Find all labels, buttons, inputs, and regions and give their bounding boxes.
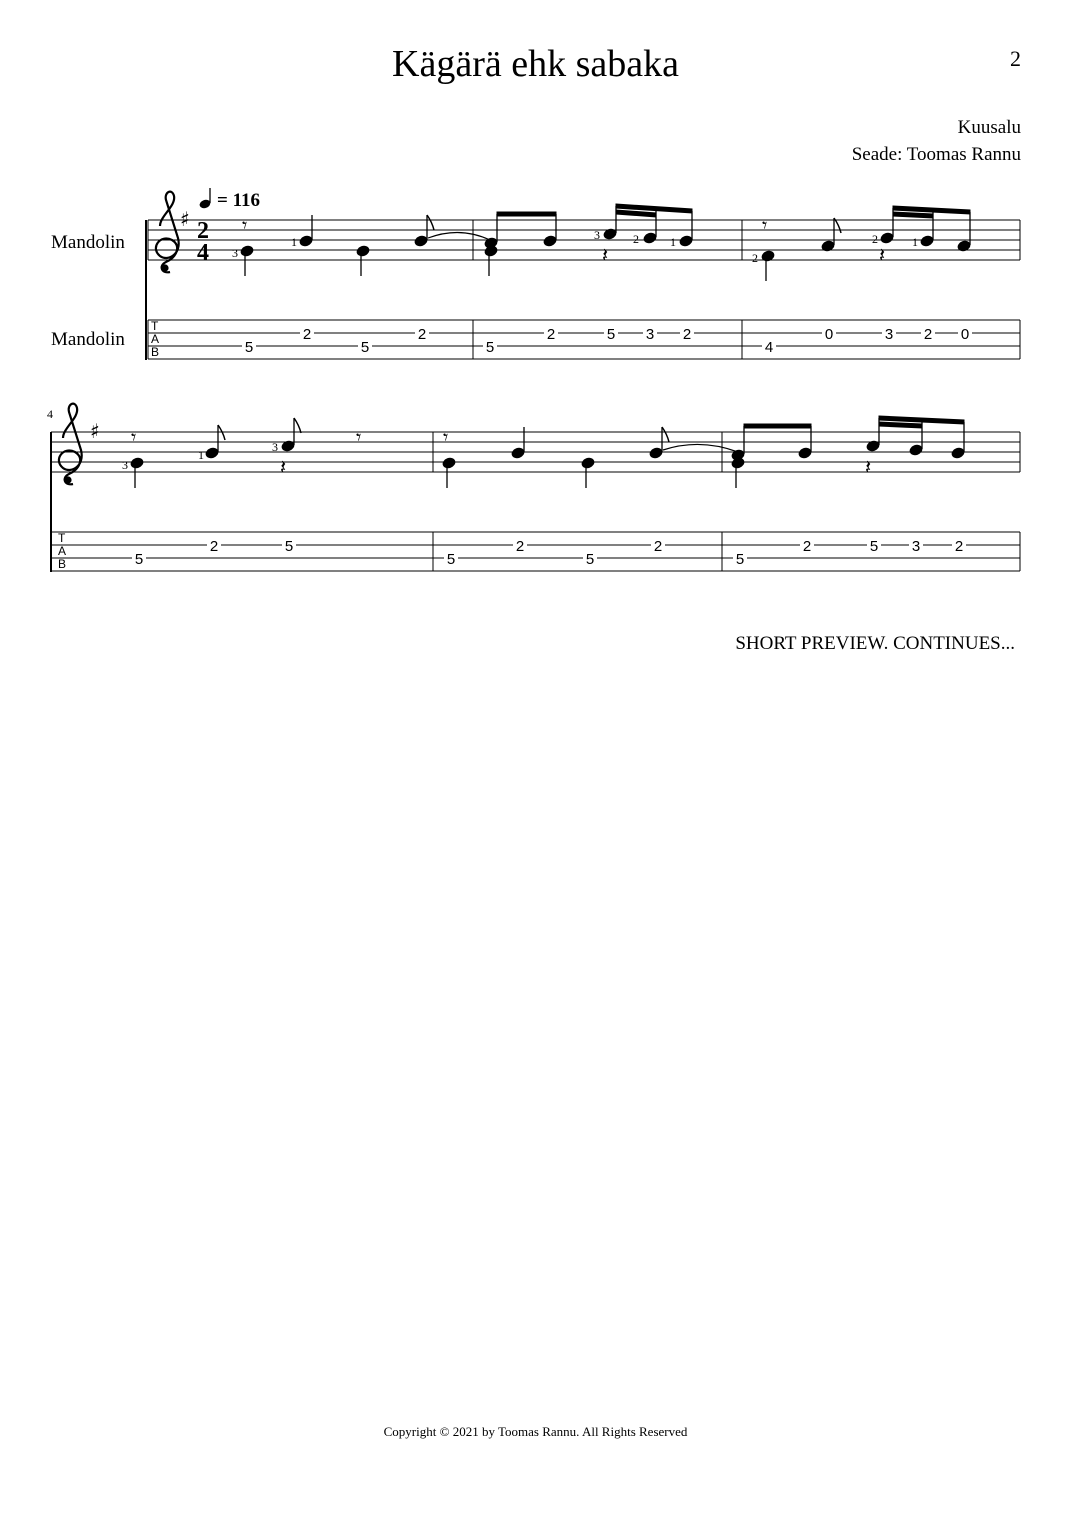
song-title: Kägärä ehk sabaka bbox=[392, 43, 679, 85]
time-signature-top: 2 bbox=[197, 218, 209, 244]
time-signature-bottom: 4 bbox=[197, 240, 209, 266]
copyright-notice: Copyright © 2021 by Toomas Rannu. All Rights Reserved bbox=[383, 1424, 688, 1439]
tab-fret: 2 bbox=[802, 538, 812, 555]
preview-notice: SHORT PREVIEW. CONTINUES... bbox=[735, 633, 1015, 654]
fingering: 2 bbox=[752, 251, 758, 265]
tab-clef-icon bbox=[58, 531, 66, 571]
tab-fret: 2 bbox=[209, 538, 219, 555]
fingering: 1 bbox=[670, 235, 676, 249]
fingering: 1 bbox=[912, 235, 918, 249]
svg-text:𝄾: 𝄾 bbox=[242, 213, 248, 237]
fingering: 1 bbox=[198, 448, 204, 462]
tab-numbers-system-2 bbox=[132, 538, 966, 568]
tab-fret: 5 bbox=[284, 538, 294, 555]
music-score bbox=[0, 0, 1071, 700]
notes-measure-3 bbox=[761, 206, 971, 281]
key-sharp-icon: ♯ bbox=[180, 207, 190, 231]
tab-fret: 4 bbox=[764, 339, 774, 356]
tab-fret: 5 bbox=[735, 551, 745, 568]
tab-fret: 2 bbox=[417, 326, 427, 343]
tab-fret: 5 bbox=[606, 326, 616, 343]
tab-fret: 0 bbox=[960, 326, 970, 343]
svg-text:𝄽: 𝄽 bbox=[865, 455, 872, 479]
tab-fret: 5 bbox=[134, 551, 144, 568]
tab-fret: 5 bbox=[360, 339, 370, 356]
fingering: 1 bbox=[291, 235, 297, 249]
fingering: 3 bbox=[272, 440, 278, 454]
tab-fret: 5 bbox=[485, 339, 495, 356]
svg-text:𝄽: 𝄽 bbox=[280, 455, 287, 479]
tab-fret: 2 bbox=[653, 538, 663, 555]
instrument-label-tab: Mandolin bbox=[51, 329, 125, 350]
tab-fret: 5 bbox=[244, 339, 254, 356]
tab-fret: 2 bbox=[682, 326, 692, 343]
notes-measure-5 bbox=[442, 425, 738, 488]
tab-fret: 2 bbox=[302, 326, 312, 343]
origin-label: Kuusalu bbox=[957, 117, 1021, 138]
svg-text:𝄾: 𝄾 bbox=[356, 425, 362, 449]
tab-fret: 2 bbox=[954, 538, 964, 555]
fingering: 3 bbox=[122, 458, 128, 472]
svg-text:B: B bbox=[151, 345, 160, 359]
tab-numbers-system-1 bbox=[242, 326, 972, 356]
svg-text:𝄾: 𝄾 bbox=[131, 425, 137, 449]
svg-text:A: A bbox=[151, 332, 160, 346]
svg-text:A: A bbox=[58, 544, 67, 558]
fingering: 3 bbox=[594, 228, 600, 242]
tab-fret: 0 bbox=[824, 326, 834, 343]
staff-system-2 bbox=[51, 432, 1020, 472]
svg-text:𝄾: 𝄾 bbox=[443, 425, 449, 449]
page-number: 2 bbox=[1010, 46, 1021, 71]
tab-fret: 2 bbox=[923, 326, 933, 343]
tempo-text: = 116 bbox=[217, 190, 261, 211]
tab-clef-icon bbox=[151, 319, 159, 359]
svg-text:𝄾: 𝄾 bbox=[762, 213, 768, 237]
svg-text:T: T bbox=[151, 319, 159, 333]
tab-fret: 2 bbox=[546, 326, 556, 343]
svg-text:𝄽: 𝄽 bbox=[602, 243, 609, 267]
arranger-label: Seade: Toomas Rannu bbox=[851, 144, 1021, 165]
notes-measure-1 bbox=[240, 213, 490, 276]
measure-number: 4 bbox=[47, 407, 53, 421]
key-sharp-icon: ♯ bbox=[90, 419, 100, 443]
svg-text:T: T bbox=[58, 531, 66, 545]
tab-fret: 5 bbox=[585, 551, 595, 568]
fingering: 3 bbox=[232, 246, 238, 260]
fingering: 2 bbox=[872, 232, 878, 246]
instrument-label-staff: Mandolin bbox=[51, 232, 125, 253]
tab-fret: 3 bbox=[645, 326, 655, 343]
notes-measure-4 bbox=[130, 418, 362, 488]
svg-text:B: B bbox=[58, 557, 67, 571]
tab-fret: 3 bbox=[911, 538, 921, 555]
tab-fret: 5 bbox=[869, 538, 879, 555]
tab-fret: 2 bbox=[515, 538, 525, 555]
fingering: 2 bbox=[633, 232, 639, 246]
tab-fret: 3 bbox=[884, 326, 894, 343]
tab-fret: 5 bbox=[446, 551, 456, 568]
svg-text:𝄽: 𝄽 bbox=[879, 243, 886, 267]
tempo-marking bbox=[198, 188, 260, 211]
